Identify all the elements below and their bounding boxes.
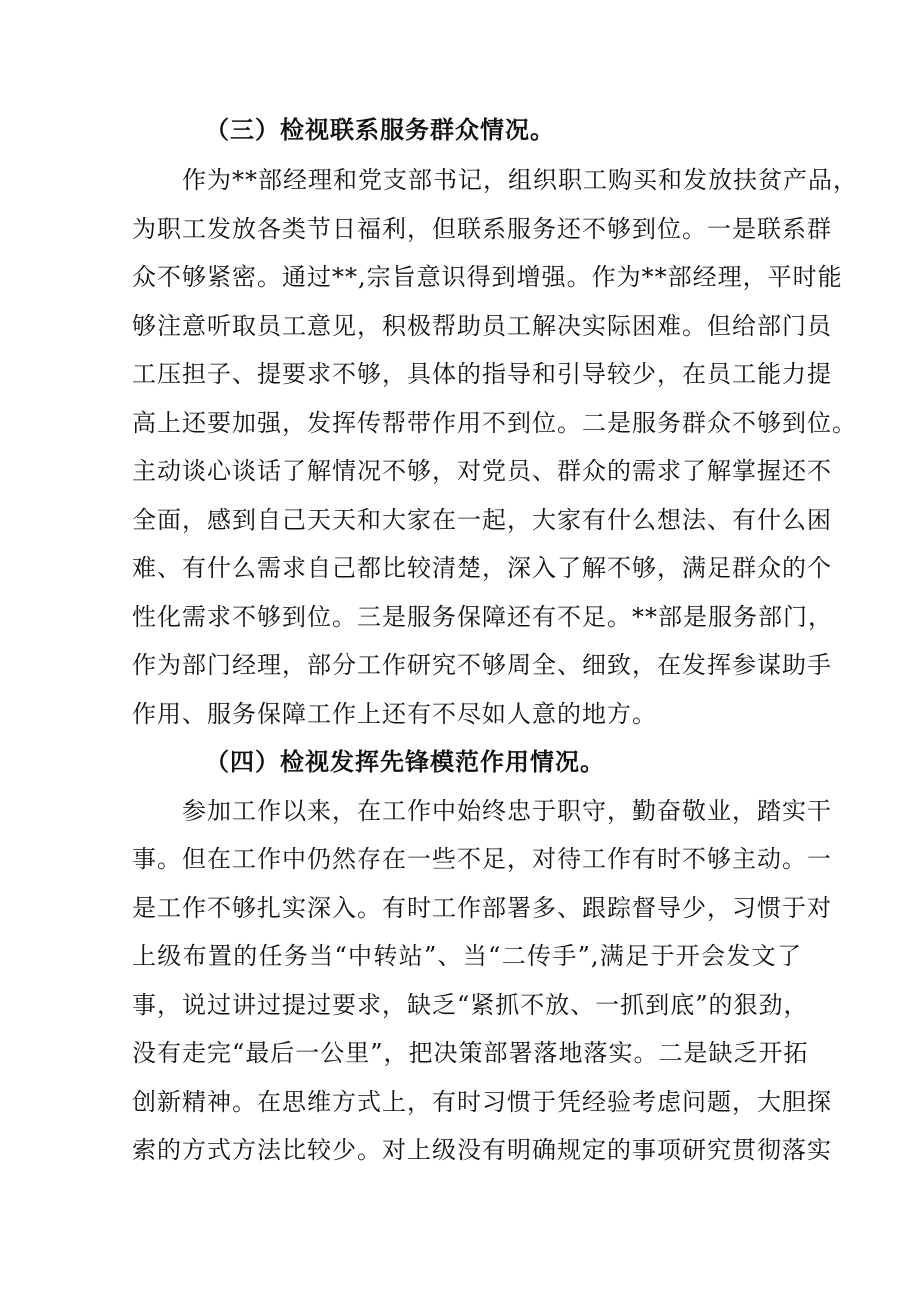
section-3-paragraph-line: 全面，感到自己天天和大家在一起，大家有什么想法、有什么困 [132, 506, 832, 534]
section-4-paragraph-line: 参加工作以来，在工作中始终忠于职守，勤奋敬业，踏实干 [182, 797, 832, 825]
section-4-paragraph-line: 事。但在工作中仍然存在一些不足，对待工作有时不够主动。一 [132, 845, 832, 873]
section-3-paragraph-line: 作为**部经理和党支部书记，组织职工购买和发放扶贫产品， [182, 166, 858, 194]
section-4-heading: （四）检视发挥先锋模范作用情况。 [205, 747, 605, 776]
section-3-paragraph-line: 为职工发放各类节日福利，但联系服务还不够到位。一是联系群 [132, 215, 832, 243]
section-4-paragraph-line: 创新精神。在思维方式上，有时习惯于凭经验考虑问题，大胆探 [132, 1088, 832, 1116]
section-3-paragraph-line: 高上还要加强，发挥传帮带作用不到位。二是服务群众不够到位。 [132, 409, 857, 437]
section-3-paragraph-line: 难、有什么需求自己都比较清楚，深入了解不够，满足群众的个 [132, 554, 832, 582]
section-3-paragraph-line: 主动谈心谈话了解情况不够，对党员、群众的需求了解掌握还不 [132, 457, 832, 485]
section-4-paragraph-line: 是工作不够扎实深入。有时工作部署多、跟踪督导少，习惯于对 [132, 894, 832, 922]
section-4-paragraph-line: 事，说过讲过提过要求，缺乏“紧抓不放、一抓到底”的狠劲， [132, 991, 809, 1019]
section-3-paragraph-line: 作用、服务保障工作上还有不尽如人意的地方。 [132, 700, 657, 728]
section-3-paragraph-line: 工压担子、提要求不够，具体的指导和引导较少，在员工能力提 [132, 360, 832, 388]
section-4-paragraph-line: 索的方式方法比较少。对上级没有明确规定的事项研究贯彻落实 [132, 1136, 832, 1164]
section-4-paragraph-line: 没有走完“最后一公里”，把决策部署落地落实。二是缺乏开拓 [132, 1039, 809, 1067]
section-3-heading: （三）检视联系服务群众情况。 [205, 115, 555, 144]
section-4-paragraph-line: 上级布置的任务当“中转站”、当“二传手”,满足于开会发文了 [132, 942, 802, 970]
section-3-paragraph-line: 众不够紧密。通过**,宗旨意识得到增强。作为**部经理，平时能 [132, 263, 843, 291]
section-3-paragraph-line: 性化需求不够到位。三是服务保障还有不足。**部是服务部门， [132, 603, 833, 631]
section-3-paragraph-line: 作为部门经理，部分工作研究不够周全、细致，在发挥参谋助手 [132, 651, 832, 679]
section-3-paragraph-line: 够注意听取员工意见，积极帮助员工解决实际困难。但给部门员 [132, 312, 832, 340]
